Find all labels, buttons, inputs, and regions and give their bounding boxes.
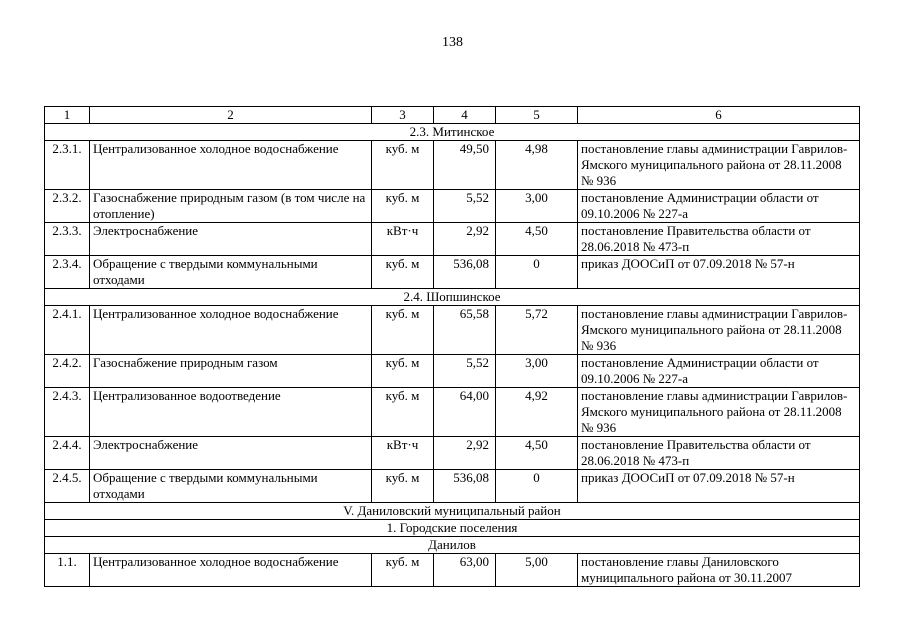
document-cell: постановление главы администрации Гаврилов-Ямского муниципального района от 28.11.2008 № 936 bbox=[578, 306, 860, 355]
document-cell: постановление главы администрации Гаврилов-Ямского муниципального района от 28.11.2008 № 936 bbox=[578, 141, 860, 190]
column-header: 5 bbox=[496, 107, 578, 124]
row-number-cell: 2.3.1. bbox=[45, 141, 90, 190]
value-cell: 536,08 bbox=[434, 470, 496, 503]
table-row bbox=[45, 141, 860, 190]
table-row bbox=[45, 355, 860, 388]
row-number-cell: 2.3.3. bbox=[45, 223, 90, 256]
section-title: 1. Городские поселения bbox=[45, 520, 860, 537]
unit-cell: кВт·ч bbox=[372, 437, 434, 470]
value-cell: 2,92 bbox=[434, 223, 496, 256]
column-header: 6 bbox=[578, 107, 860, 124]
growth-value-cell: 3,00 bbox=[496, 190, 578, 223]
service-cell: Централизованное холодное водоснабжение bbox=[90, 306, 372, 355]
growth-value-cell: 5,00 bbox=[496, 554, 578, 587]
row-number-cell: 2.3.4. bbox=[45, 256, 90, 289]
unit-cell: куб. м bbox=[372, 388, 434, 437]
table-row bbox=[45, 388, 860, 437]
row-number-cell: 2.3.2. bbox=[45, 190, 90, 223]
unit-cell: куб. м bbox=[372, 554, 434, 587]
section-title: Данилов bbox=[45, 537, 860, 554]
row-number-cell: 2.4.2. bbox=[45, 355, 90, 388]
row-number-cell: 2.4.5. bbox=[45, 470, 90, 503]
table-body bbox=[45, 107, 860, 587]
section-row bbox=[45, 520, 860, 537]
table-row bbox=[45, 470, 860, 503]
service-cell: Централизованное водоотведение bbox=[90, 388, 372, 437]
value-cell: 63,00 bbox=[434, 554, 496, 587]
table-header-row bbox=[45, 107, 860, 124]
table-row bbox=[45, 256, 860, 289]
table-row bbox=[45, 554, 860, 587]
service-cell: Централизованное холодное водоснабжение bbox=[90, 141, 372, 190]
growth-value-cell: 0 bbox=[496, 256, 578, 289]
value-cell: 5,52 bbox=[434, 355, 496, 388]
service-cell: Газоснабжение природным газом bbox=[90, 355, 372, 388]
document-cell: постановление главы Даниловского муниципального района от 30.11.2007 bbox=[578, 554, 860, 587]
section-row bbox=[45, 503, 860, 520]
page-number: 138 bbox=[442, 35, 463, 50]
unit-cell: куб. м bbox=[372, 470, 434, 503]
table-row bbox=[45, 306, 860, 355]
value-cell: 5,52 bbox=[434, 190, 496, 223]
growth-value-cell: 3,00 bbox=[496, 355, 578, 388]
value-cell: 49,50 bbox=[434, 141, 496, 190]
column-header: 3 bbox=[372, 107, 434, 124]
unit-cell: куб. м bbox=[372, 190, 434, 223]
growth-value-cell: 5,72 bbox=[496, 306, 578, 355]
unit-cell: куб. м bbox=[372, 141, 434, 190]
section-row bbox=[45, 537, 860, 554]
document-cell: приказ ДООСиП от 07.09.2018 № 57-н bbox=[578, 256, 860, 289]
table-row bbox=[45, 190, 860, 223]
row-number-cell: 2.4.3. bbox=[45, 388, 90, 437]
document-cell: постановление Администрации области от 09.10.2006 № 227-а bbox=[578, 190, 860, 223]
service-cell: Централизованное холодное водоснабжение bbox=[90, 554, 372, 587]
value-cell: 2,92 bbox=[434, 437, 496, 470]
service-cell: Обращение с твердыми коммунальными отходами bbox=[90, 256, 372, 289]
service-cell: Электроснабжение bbox=[90, 437, 372, 470]
column-header: 2 bbox=[90, 107, 372, 124]
value-cell: 64,00 bbox=[434, 388, 496, 437]
section-row bbox=[45, 124, 860, 141]
document-cell: постановление Правительства области от 28.06.2018 № 473-п bbox=[578, 223, 860, 256]
document-cell: постановление Правительства области от 28.06.2018 № 473-п bbox=[578, 437, 860, 470]
growth-value-cell: 4,50 bbox=[496, 437, 578, 470]
row-number-cell: 2.4.4. bbox=[45, 437, 90, 470]
value-cell: 536,08 bbox=[434, 256, 496, 289]
value-cell: 65,58 bbox=[434, 306, 496, 355]
column-header: 4 bbox=[434, 107, 496, 124]
unit-cell: куб. м bbox=[372, 355, 434, 388]
document-cell: приказ ДООСиП от 07.09.2018 № 57-н bbox=[578, 470, 860, 503]
document-cell: постановление главы администрации Гаврилов-Ямского муниципального района от 28.11.2008 № 936 bbox=[578, 388, 860, 437]
unit-cell: кВт·ч bbox=[372, 223, 434, 256]
table-row bbox=[45, 437, 860, 470]
unit-cell: куб. м bbox=[372, 306, 434, 355]
growth-value-cell: 4,98 bbox=[496, 141, 578, 190]
document-cell: постановление Администрации области от 09.10.2006 № 227-а bbox=[578, 355, 860, 388]
growth-value-cell: 0 bbox=[496, 470, 578, 503]
section-title: V. Даниловский муниципальный район bbox=[45, 503, 860, 520]
column-header: 1 bbox=[45, 107, 90, 124]
section-title: 2.3. Митинское bbox=[45, 124, 860, 141]
table-row bbox=[45, 223, 860, 256]
service-cell: Электроснабжение bbox=[90, 223, 372, 256]
growth-value-cell: 4,50 bbox=[496, 223, 578, 256]
section-title: 2.4. Шопшинское bbox=[45, 289, 860, 306]
service-cell: Обращение с твердыми коммунальными отходами bbox=[90, 470, 372, 503]
section-row bbox=[45, 289, 860, 306]
unit-cell: куб. м bbox=[372, 256, 434, 289]
growth-value-cell: 4,92 bbox=[496, 388, 578, 437]
service-cell: Газоснабжение природным газом (в том числе на отопление) bbox=[90, 190, 372, 223]
row-number-cell: 2.4.1. bbox=[45, 306, 90, 355]
tariff-table bbox=[44, 106, 860, 587]
row-number-cell: 1.1. bbox=[45, 554, 90, 587]
